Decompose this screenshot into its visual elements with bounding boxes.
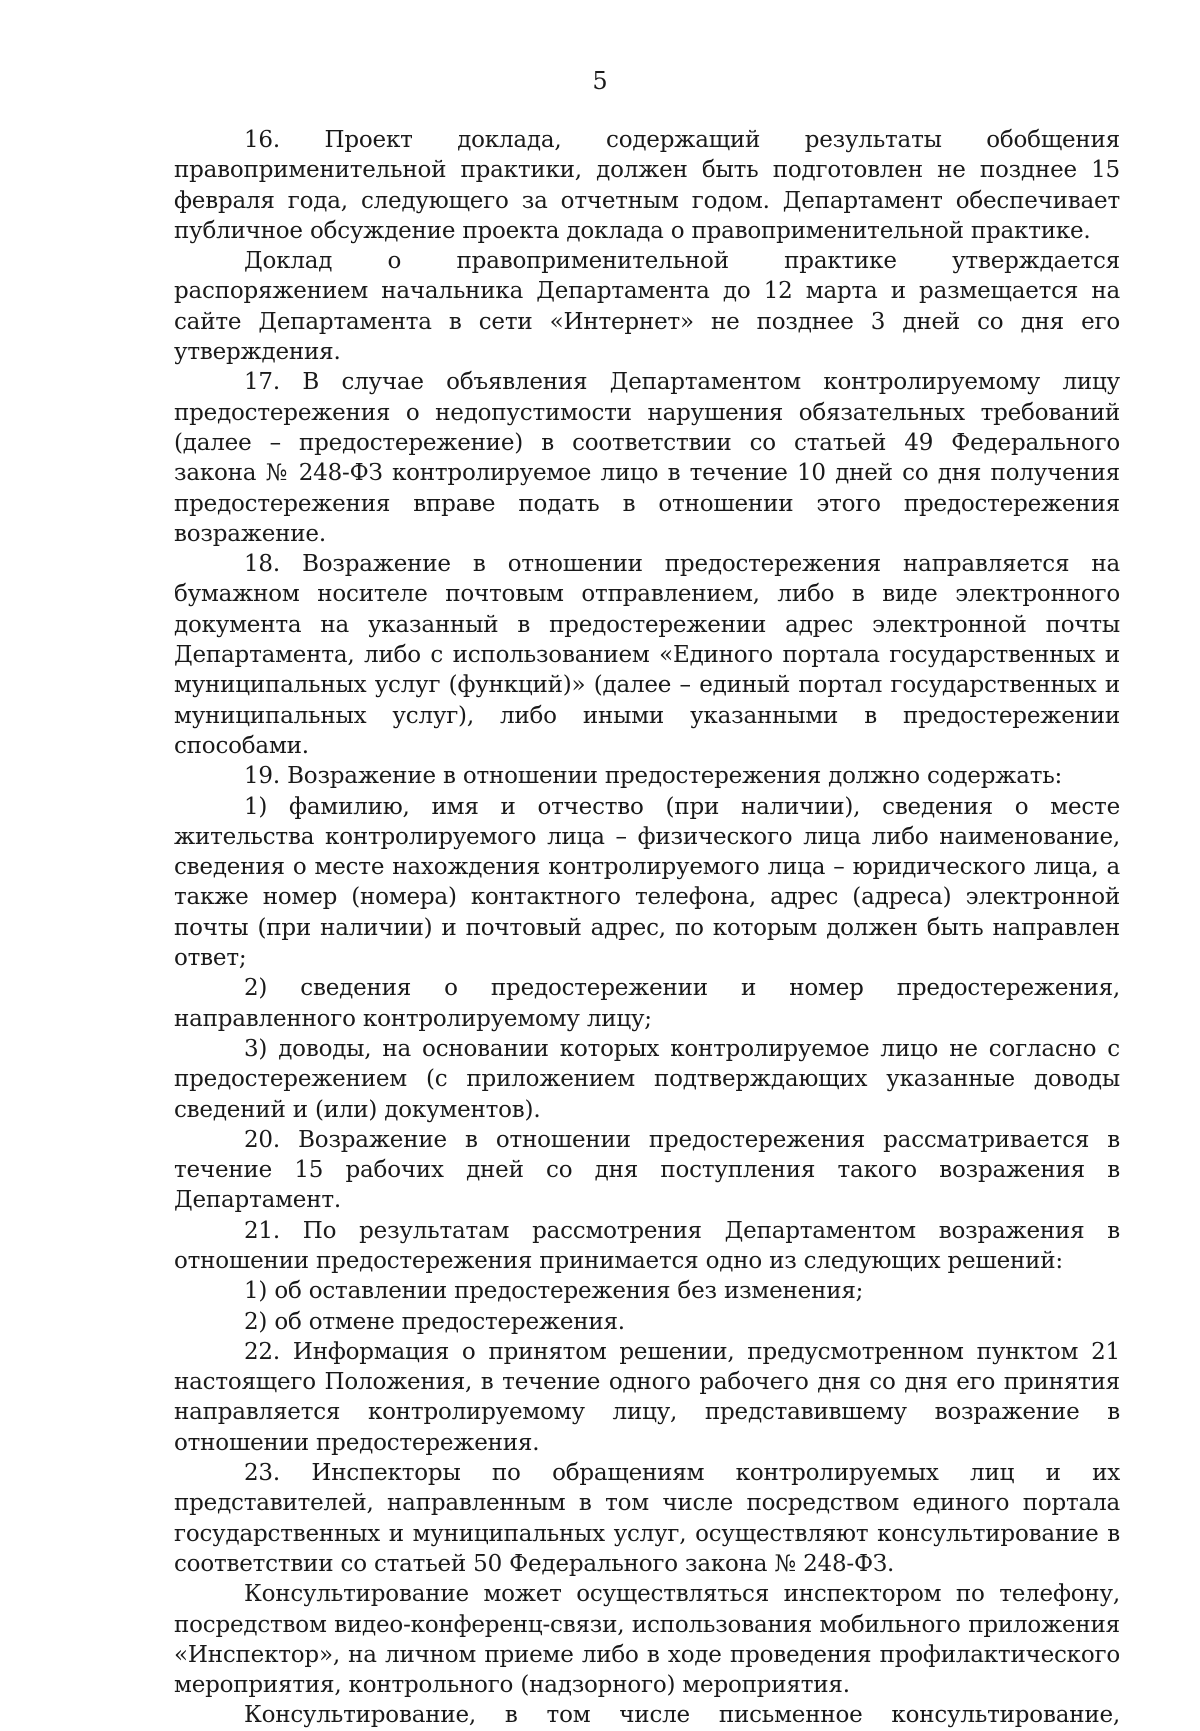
paragraph-23-consultation-methods: Консультирование может осуществляться инспектором по телефону, посредством видео-конференц-связи, использования мобильного приложения «Инспектор», на личном приеме либо в ходе проведения профилактического мероприятия, контрольного (надзорного) мероприятия. (174, 1581, 1120, 1699)
paragraph-23: 23. Инспекторы по обращениям контролируемых лиц и их представителей, направленным в том числе посредством единого портала государственных и муниципальных услуг, осуществляют консультирование в соответствии со статьей 50 Федерального закона № 248-ФЗ. (174, 1460, 1120, 1577)
paragraph-21: 21. По результатам рассмотрения Департаментом возражения в отношении предостережения принимается одно из следующих решений: (174, 1217, 1120, 1274)
paragraph-21-item-2: 2) об отмене предостережения. (244, 1308, 625, 1335)
paragraph-19-item-2: 2) сведения о предостережении и номер предостережения, направленного контролируемому лицу; (174, 975, 1120, 1032)
paragraph-22: 22. Информация о принятом решении, предусмотренном пунктом 21 настоящего Положения, в течение одного рабочего дня со дня его принятия направляется контролируемому лицу, представившему возражение в отношении предостережения. (174, 1338, 1120, 1456)
paragraph-20: 20. Возражение в отношении предостережения рассматривается в течение 15 рабочих дней со дня поступления такого возражения в Департамент. (174, 1126, 1120, 1214)
paragraph-19-item-3: 3) доводы, на основании которых контролируемое лицо не согласно с предостережением (с приложением подтверждающих указанные доводы сведений и (или) документов). (174, 1035, 1120, 1123)
paragraph-17: 17. В случае объявления Департаментом контролируемому лицу предостережения о недопустимости нарушения обязательных требований (далее – предостережение) в соответствии со статьей 49 Федерального закона № 248-ФЗ контролируемое лицо в течение 10 дней со дня получения предостережения вправе подать в отношении этого предостережения возражение. (174, 369, 1120, 547)
paragraph-16: 16. Проект доклада, содержащий результаты обобщения правоприменительной практики, должен быть подготовлен не позднее 15 февраля года, следующего за отчетным годом. Департамент обеспечивает публичное обсуждение проекта доклада о правоприменительной практике. (174, 127, 1120, 244)
document-body (174, 125, 1120, 1731)
paragraph-19: 19. Возражение в отношении предостережения должно содержать: (244, 763, 1063, 790)
paragraph-23-consultation-continued: Консультирование, в том числе письменное консультирование, (244, 1702, 1120, 1729)
paragraph-16-report-approval: Доклад о правоприменительной практике утверждается распоряжением начальника Департамента до 12 марта и размещается на сайте Департамента в сети «Интернет» не позднее 3 дней со дня его утверждения. (174, 248, 1120, 366)
paragraph-19-item-1: 1) фамилию, имя и отчество (при наличии), сведения о месте жительства контролируемого лица – физического лица либо наименование, сведения о месте нахождения контролируемого лица – юридического лица, а также номер (номера) контактного телефона, адрес (адреса) электронной почты (при наличии) и почтовый адрес, по которым должен быть направлен ответ; (174, 793, 1120, 972)
paragraph-18: 18. Возражение в отношении предостережения направляется на бумажном носителе почтовым отправлением, либо в виде электронного документа на указанный в предостережении адрес электронной почты Департамента, либо с использованием «Единого портала государственных и муниципальных услуг (функций)» (далее – единый портал государственных и муниципальных услуг), либо иными указанными в предостережении способами. (174, 551, 1120, 759)
paragraph-21-item-1: 1) об оставлении предостережения без изменения; (244, 1278, 864, 1305)
page-number: 5 (592, 67, 608, 95)
